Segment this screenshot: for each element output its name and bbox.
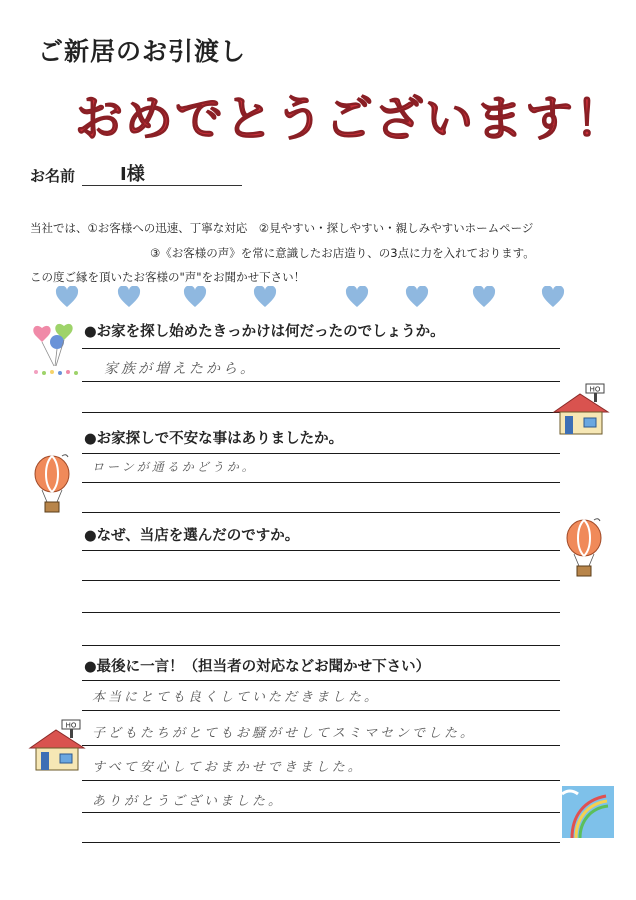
- answer-rule: [82, 745, 560, 746]
- answer-4-line-2: 子どもたちがとてもお騒がせしてスミマセンでした。: [92, 726, 477, 741]
- answer-rule: [82, 348, 560, 349]
- intro-line-1: 当社では、①お客様への迅速、丁寧な対応 ②見やすい・探しやすい・親しみやすいホームページ: [30, 221, 534, 235]
- balloons-icon: [30, 320, 82, 378]
- answer-rule: [82, 381, 560, 382]
- rainbow-sky-icon: [562, 786, 614, 838]
- heart-icon: [55, 286, 79, 308]
- answer-rule: [82, 842, 560, 843]
- answer-4-line-1: 本当にとても良くしていただきました。: [92, 690, 381, 705]
- heart-icon: [405, 286, 429, 308]
- answer-rule: [82, 453, 560, 454]
- intro-line-2: ③《お客様の声》を常に意識したお店造り、の3点に力を入れております。: [150, 246, 535, 260]
- answer-rule: [82, 645, 560, 646]
- question-4: ●最後に一言！（担当者の対応などお聞かせ下さい）: [84, 659, 431, 675]
- hot-air-balloon-icon: [562, 516, 608, 578]
- answer-1-line-1: 家族が増えたから。: [104, 361, 257, 377]
- house-icon: [26, 718, 88, 774]
- question-3: ●なぜ、当店を選んだのですか。: [84, 528, 300, 544]
- answer-rule: [82, 482, 560, 483]
- heart-icon: [117, 286, 141, 308]
- subtitle: ご新居のお引渡し: [38, 37, 247, 66]
- intro-line-3: この度ご縁を頂いたお客様の"声"をお聞かせ下さい！: [30, 270, 306, 284]
- hot-air-balloon-icon: [30, 452, 76, 514]
- heart-icon: [183, 286, 207, 308]
- house-sign-text: HO: [65, 721, 77, 730]
- name-underline: [82, 185, 242, 186]
- heart-icon: [472, 286, 496, 308]
- question-2: ●お家探しで不安な事はありましたか。: [84, 431, 344, 447]
- answer-4-line-4: ありがとうございました。: [92, 794, 285, 809]
- answer-2-line-1: ローンが通るかどうか。: [92, 460, 257, 474]
- answer-rule: [82, 812, 560, 813]
- answer-rule: [82, 580, 560, 581]
- house-icon: [550, 382, 612, 438]
- page-title: おめでとうございます！: [75, 91, 626, 147]
- answer-4-line-3: すべて安心しておまかせできました。: [92, 760, 364, 775]
- answer-rule: [82, 780, 560, 781]
- answer-rule: [82, 710, 560, 711]
- name-label: お名前: [30, 167, 76, 185]
- heart-icon: [541, 286, 565, 308]
- question-1: ●お家を探し始めたきっかけは何だったのでしょうか。: [84, 324, 445, 340]
- hearts-row: [45, 286, 585, 312]
- answer-rule: [82, 412, 560, 413]
- answer-rule: [82, 512, 560, 513]
- answer-rule: [82, 680, 560, 681]
- answer-rule: [82, 612, 560, 613]
- answer-rule: [82, 550, 560, 551]
- heart-icon: [253, 286, 277, 308]
- customer-name: I様: [120, 164, 145, 185]
- house-sign-text: HO: [589, 385, 601, 394]
- heart-icon: [345, 286, 369, 308]
